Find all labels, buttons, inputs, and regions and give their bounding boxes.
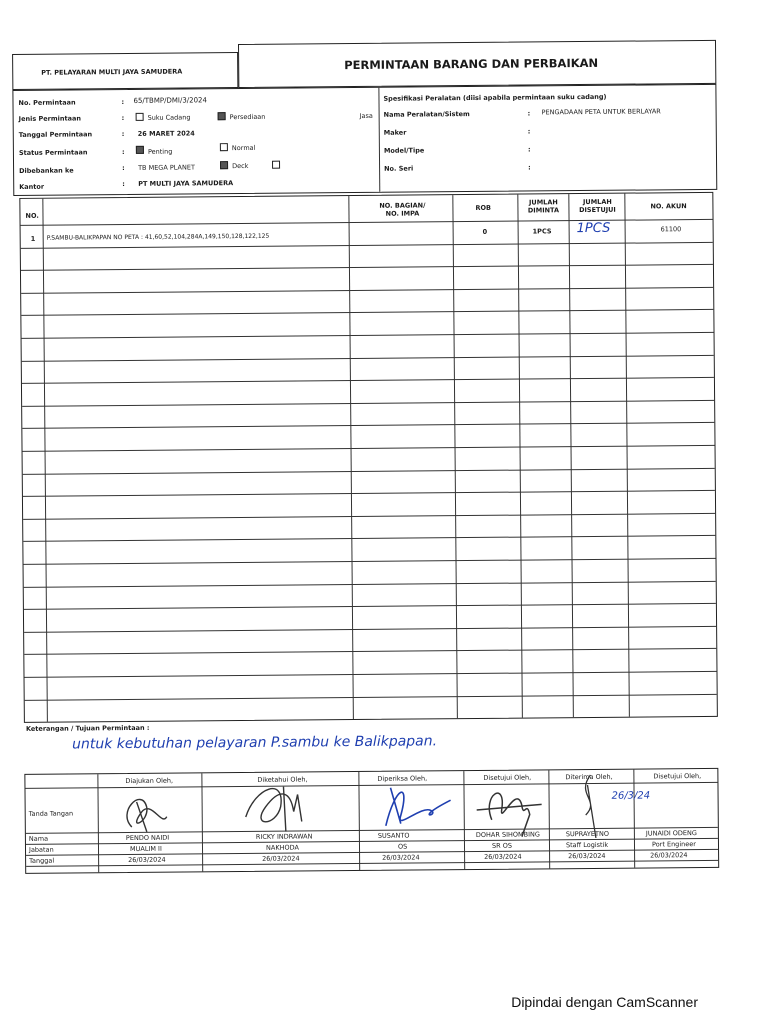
- col-header-rob: ROB: [475, 203, 491, 212]
- name-5: SUPRAYETNO: [565, 829, 609, 839]
- table-row-line: [23, 445, 715, 452]
- label-jabatan: Jabatan: [28, 845, 54, 854]
- nama-peralatan-value: PENGADAAN PETA UNTUK BERLAYAR: [541, 107, 661, 117]
- role-4: Disetujui Oleh,: [483, 773, 532, 782]
- table-row-line: [21, 287, 713, 294]
- deck-checkbox[interactable]: [220, 161, 228, 169]
- table-row-line: [24, 580, 716, 587]
- row-1-diminta: 1PCS: [532, 227, 552, 236]
- table-row-line: [22, 354, 714, 361]
- tanggal-6: 26/03/2024: [650, 851, 688, 860]
- table-row-line: [25, 693, 717, 700]
- tanggal-value: 26 MARET 2024: [137, 129, 195, 138]
- table-row-line: [24, 558, 716, 565]
- tanggal-label: Tanggal Permintaan: [18, 130, 93, 139]
- model-label: Model/Tipe: [383, 146, 425, 155]
- table-row-line: [22, 400, 714, 407]
- company-name: PT. PELAYARAN MULTI JAYA SAMUDERA: [41, 67, 183, 77]
- tanggal-3: 26/03/2024: [382, 853, 420, 862]
- no-permintaan-label: No. Permintaan: [18, 98, 76, 107]
- name-6: JUNAIDI ODENG: [645, 829, 697, 838]
- table-row-line: [22, 377, 714, 384]
- row-1-disetujui: 1PCS: [576, 220, 611, 237]
- col-header-impa: NO. BAGIAN/ NO. IMPA: [379, 201, 426, 219]
- tanggal-4: 26/03/2024: [484, 852, 522, 861]
- no-permintaan-value: 65/TBMP/DMI/3/2024: [133, 96, 207, 105]
- maker-label: Maker: [383, 128, 407, 137]
- table-row-line: [23, 535, 715, 542]
- dibebankan-value: TB MEGA PLANET: [138, 163, 195, 172]
- name-4: DOHAR SIHOMBING: [475, 830, 540, 839]
- title-box: [238, 40, 716, 88]
- kantor-value: PT MULTI JAYA SAMUDERA: [138, 179, 234, 188]
- request-form: [12, 40, 723, 879]
- spesifikasi-heading: Spesifikasi Peralatan (diisi apabila permintaan suku cadang): [383, 92, 607, 103]
- form-title: PERMINTAAN BARANG DAN PERBAIKAN: [344, 55, 599, 73]
- table-row-line: [23, 490, 715, 497]
- table-row-line: [22, 422, 714, 429]
- role-2: Diketahui Oleh,: [257, 775, 308, 784]
- label-tanggal: Tanggal: [29, 856, 55, 865]
- penting-label: Penting: [147, 147, 173, 156]
- signature-3: [370, 775, 461, 836]
- items-table: [19, 192, 718, 723]
- table-row-line: [24, 648, 716, 655]
- table-row-line: [21, 309, 713, 316]
- table-row-line: [24, 603, 716, 610]
- company-box: [12, 52, 238, 90]
- table-row-line: [23, 513, 715, 520]
- signature-5: [565, 770, 616, 840]
- name-3: SUSANTO: [377, 831, 410, 840]
- col-header-akun: NO. AKUN: [650, 202, 687, 211]
- row-1-no: 1: [30, 234, 36, 243]
- kantor-label: Kantor: [19, 182, 45, 191]
- jabatan-4: SR OS: [491, 841, 512, 850]
- signature-1: [111, 782, 182, 843]
- col-header-diminta: JUMLAH DIMINTA: [527, 198, 560, 215]
- normal-label: Normal: [231, 143, 256, 153]
- table-row-line: [22, 332, 714, 339]
- col-header-disetujui: JUMLAH DISETUJUI: [579, 197, 616, 215]
- row-1-rob: 0: [482, 227, 488, 236]
- signature-4: [471, 774, 552, 840]
- tanggal-2: 26/03/2024: [262, 854, 300, 863]
- info-section: No. Permintaan : 65/TBMP/DMI/3/2024 Jenis Permintaan : Suku Cadang Persediaan Jasa Tanggal Permintaan : 26 MARET 2024 Status Permintaan : Penting Normal Dibebankan ke : TB MEGA PLANET Deck Kantor : PT MULTI JAYA SAMUDERA Spesifikasi Peralatan (diisi apabila permintaan suku cadang) Nama Peralatan/Sistem : PENGADAAN PETA UNTUK BERLAYAR Maker : Model/Tipe : No. Seri :: [12, 84, 717, 196]
- handwritten-date: 26/3/24: [611, 790, 651, 802]
- label-tanda-tangan: Tanda Tangan: [28, 809, 74, 818]
- role-6: Disetujui Oleh,: [653, 772, 702, 781]
- tanggal-5: 26/03/2024: [568, 851, 606, 861]
- table-row-line: [25, 671, 717, 678]
- persediaan-checkbox[interactable]: [218, 112, 226, 120]
- tanggal-1: 26/03/2024: [128, 855, 166, 865]
- table-row-line: [21, 264, 713, 271]
- role-1: Diajukan Oleh,: [125, 776, 174, 786]
- table-row-line: [21, 241, 713, 248]
- suku-cadang-label: Suku Cadang: [147, 113, 191, 122]
- name-1: PENDO NAIDI: [125, 833, 170, 843]
- empty-checkbox[interactable]: [272, 161, 280, 169]
- noseri-label: No. Seri: [384, 164, 414, 173]
- jabatan-3: OS: [397, 842, 408, 851]
- name-2: RICKY INDRAWAN: [255, 832, 313, 841]
- signature-2: [235, 776, 326, 837]
- jabatan-6: Port Engineer: [651, 840, 696, 849]
- role-5: Diterima Oleh,: [565, 772, 613, 782]
- label-nama: Nama: [28, 834, 49, 843]
- signature-table: [24, 768, 719, 874]
- table-row-line: [24, 626, 716, 633]
- dibebankan-label: Dibebankan ke: [19, 166, 74, 175]
- persediaan-label: Persediaan: [229, 112, 266, 122]
- row-1-akun: 61100: [660, 225, 682, 234]
- jasa-label: Jasa: [359, 111, 373, 120]
- penting-checkbox[interactable]: [136, 146, 144, 154]
- keterangan-label: Keterangan / Tujuan Permintaan :: [25, 723, 150, 733]
- normal-checkbox[interactable]: [220, 143, 228, 151]
- role-3: Diperiksa Oleh,: [377, 774, 428, 783]
- table-row-line: [23, 467, 715, 474]
- jabatan-5: Staff Logistik: [565, 840, 609, 850]
- deck-label: Deck: [232, 161, 249, 171]
- status-label: Status Permintaan: [18, 148, 88, 157]
- suku-cadang-checkbox[interactable]: [136, 113, 144, 121]
- jabatan-1: MUALIM II: [129, 844, 162, 854]
- jenis-label: Jenis Permintaan: [18, 114, 81, 123]
- jabatan-2: NAKHODA: [265, 843, 299, 852]
- row-1-desc: P.SAMBU-BALIKPAPAN NO PETA : 41,60,52,104,284A,149,150,128,122,125: [46, 232, 270, 242]
- camscanner-footer: Dipindai dengan CamScanner: [511, 994, 698, 1010]
- col-header-no: NO.: [25, 211, 39, 220]
- keterangan-value: untuk kebutuhan pelayaran P.sambu ke Balikpapan.: [72, 733, 438, 753]
- nama-peralatan-label: Nama Peralatan/Sistem: [383, 110, 470, 119]
